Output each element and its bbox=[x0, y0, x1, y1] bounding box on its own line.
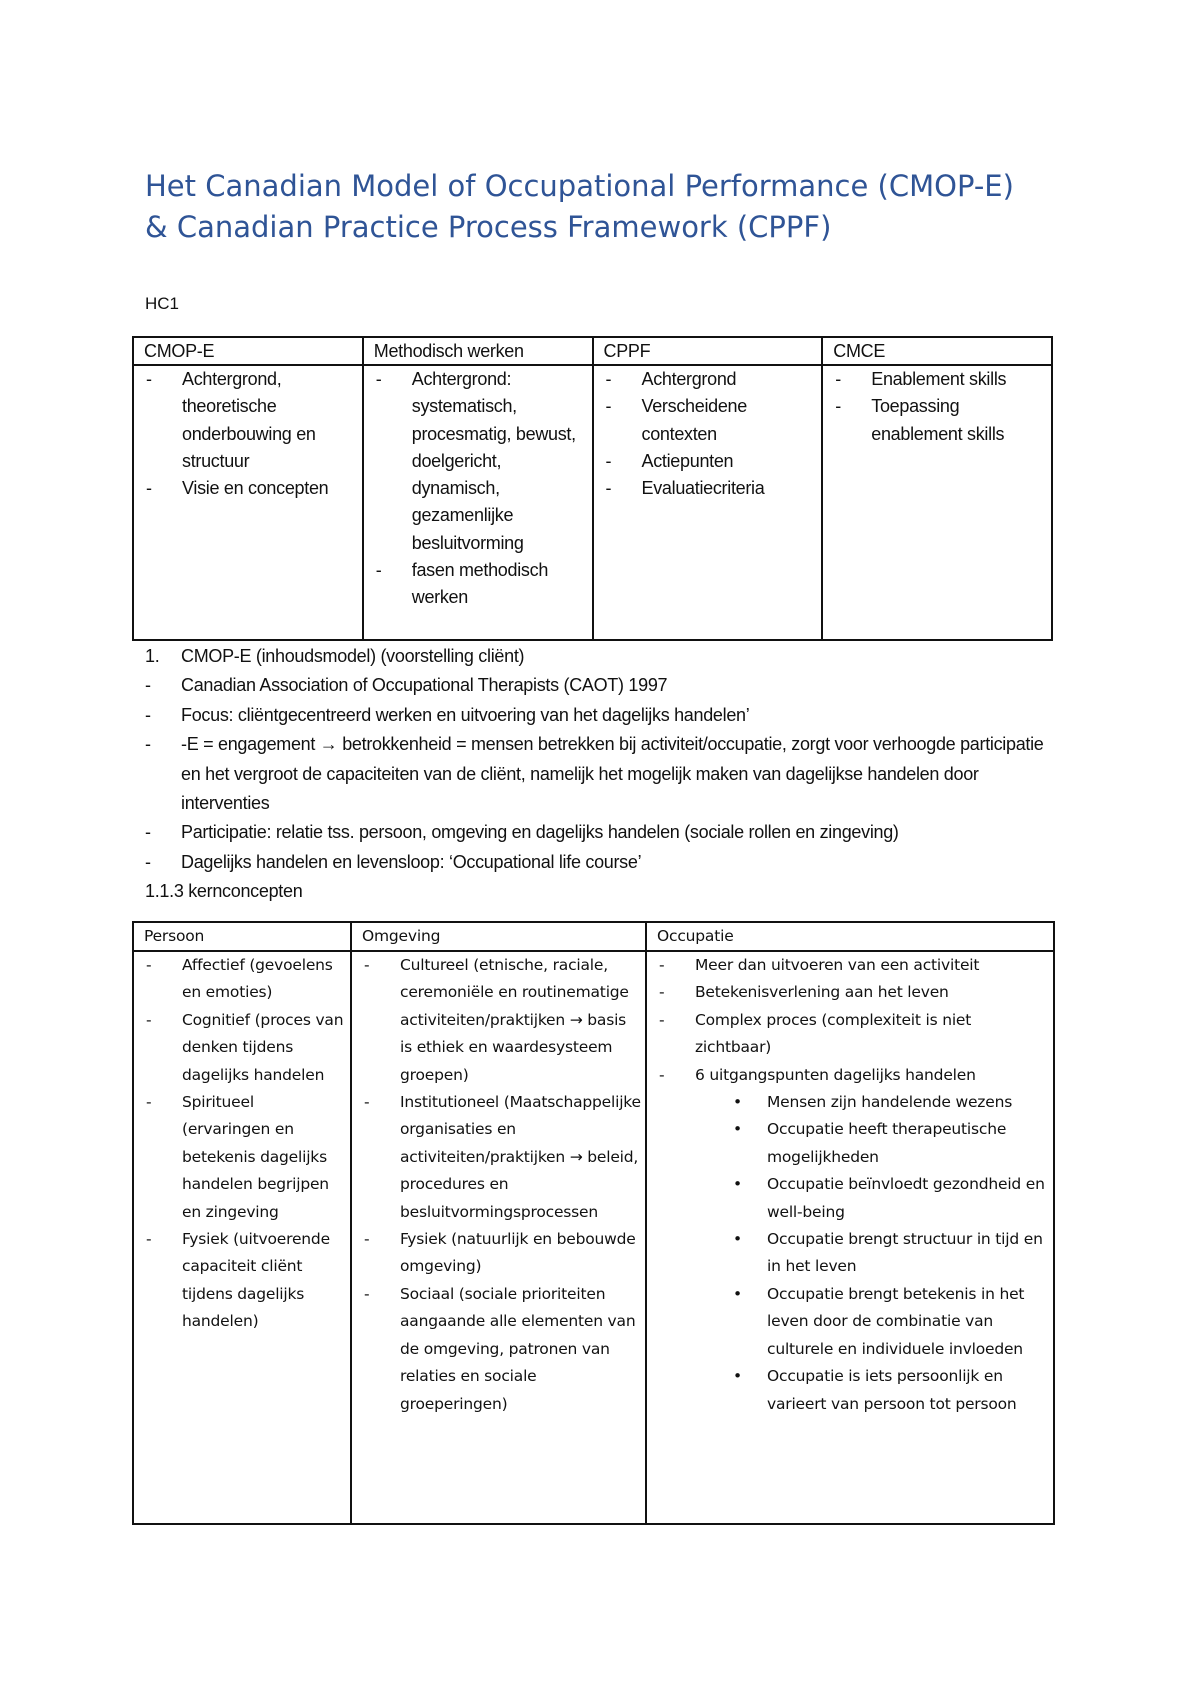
list-item: - Fysiek (uitvoerende capaciteit cliënt tijdens dagelijks handelen) bbox=[146, 1226, 346, 1336]
cell-cppf bbox=[593, 365, 823, 640]
cell-omgeving bbox=[351, 951, 646, 1524]
list-item: - Actiepunten bbox=[606, 448, 818, 475]
numbered-heading bbox=[145, 642, 1045, 671]
list-item: - Enablement skills bbox=[835, 366, 1047, 393]
list-item: - 6 uitgangspunten dagelijks handelen bbox=[659, 1062, 1049, 1089]
list-item: - Achtergrond: systematisch, procesmatig, bewust, doelgericht, dynamisch, gezamenlijke besluitvorming bbox=[376, 366, 588, 557]
list-item: - Cultureel (etnische, raciale, ceremoniële en routinematige activiteiten/praktijken → basis is ethiek en waardesysteem groepen) bbox=[364, 952, 641, 1089]
list-item: - Visie en concepten bbox=[146, 475, 358, 502]
table-row bbox=[133, 951, 1054, 1524]
header-methodisch-werken: Methodisch werken bbox=[363, 337, 593, 365]
cell-persoon bbox=[133, 951, 351, 1524]
table-header-row bbox=[133, 337, 1052, 365]
bullet-item: • Occupatie brengt structuur in tijd en in het leven bbox=[731, 1226, 1049, 1281]
header-cmce: CMCE bbox=[822, 337, 1052, 365]
list-item: - fasen methodisch werken bbox=[376, 557, 588, 612]
overview-table bbox=[132, 336, 1053, 641]
list-item: - Participatie: relatie tss. persoon, omgeving en dagelijks handelen (sociale rollen en zingeving) bbox=[145, 818, 1045, 847]
list-item: - Evaluatiecriteria bbox=[606, 475, 818, 502]
list-item: - Focus: cliëntgecentreerd werken en uitvoering van het dagelijks handelen’ bbox=[145, 701, 1045, 730]
list-item: - Affectief (gevoelens en emoties) bbox=[146, 952, 346, 1007]
list-number: 1. bbox=[145, 646, 160, 666]
kernconcepten-table bbox=[132, 921, 1055, 1525]
list-item: - Complex proces (complexiteit is niet zichtbaar) bbox=[659, 1007, 1049, 1062]
bullet-item: • Occupatie brengt betekenis in het leven door de combinatie van culturele en individuele invloeden bbox=[731, 1281, 1049, 1363]
list-item: - Meer dan uitvoeren van een activiteit bbox=[659, 952, 1049, 979]
list-item: - Achtergrond, theoretische onderbouwing en structuur bbox=[146, 366, 358, 475]
document-title: Het Canadian Model of Occupational Performance (CMOP-E) & Canadian Practice Process Framework (CPPF) bbox=[145, 169, 1014, 244]
body-text bbox=[145, 642, 1045, 907]
uitgangspunten-list bbox=[731, 1089, 1049, 1418]
lecture-label: HC1 bbox=[145, 294, 180, 313]
bullet-item: • Occupatie heeft therapeutische mogelijkheden bbox=[731, 1116, 1049, 1171]
list-item: - -E = engagement → betrokkenheid = mensen betrekken bij activiteit/occupatie, zorgt voor verhoogde participatie en het vergroot de capaciteiten van de cliënt, namelijk het mogelijk maken van dagelijkse handelen door interventies bbox=[145, 730, 1045, 818]
header-omgeving: Omgeving bbox=[351, 922, 646, 951]
list-item: - Sociaal (sociale prioriteiten aangaande alle elementen van de omgeving, patronen van relaties en sociale groeperingen) bbox=[364, 1281, 641, 1418]
table-row bbox=[133, 365, 1052, 640]
list-item: - Toepassing enablement skills bbox=[835, 393, 1047, 448]
cell-occupatie bbox=[646, 951, 1054, 1524]
section-heading: 1.1.3 kernconcepten bbox=[145, 881, 303, 902]
table-header-row bbox=[133, 922, 1054, 951]
list-item: - Spiritueel (ervaringen en betekenis dagelijks handelen begrijpen en zingeving bbox=[146, 1089, 346, 1226]
header-cppf: CPPF bbox=[593, 337, 823, 365]
cell-methodisch-werken bbox=[363, 365, 593, 640]
bullet-item: • Occupatie beïnvloedt gezondheid en well-being bbox=[731, 1171, 1049, 1226]
list-item: - Verscheidene contexten bbox=[606, 393, 818, 448]
bullet-item: • Mensen zijn handelende wezens bbox=[731, 1089, 1049, 1116]
header-occupatie: Occupatie bbox=[646, 922, 1054, 951]
list-item: - Betekenisverlening aan het leven bbox=[659, 979, 1049, 1006]
header-persoon: Persoon bbox=[133, 922, 351, 951]
list-item: - Cognitief (proces van denken tijdens dagelijks handelen bbox=[146, 1007, 346, 1089]
list-item: - Achtergrond bbox=[606, 366, 818, 393]
header-cmop-e: CMOP-E bbox=[133, 337, 363, 365]
bullet-item: • Occupatie is iets persoonlijk en varieert van persoon tot persoon bbox=[731, 1363, 1049, 1418]
list-item: - Fysiek (natuurlijk en bebouwde omgeving) bbox=[364, 1226, 641, 1281]
heading-text: CMOP-E (inhoudsmodel) (voorstelling cliënt) bbox=[181, 646, 525, 666]
cell-cmop-e bbox=[133, 365, 363, 640]
cell-cmce bbox=[822, 365, 1052, 640]
list-item: - Dagelijks handelen en levensloop: ‘Occupational life course’ bbox=[145, 848, 1045, 877]
list-item: - Institutioneel (Maatschappelijke organisaties en activiteiten/praktijken → beleid, procedures en besluitvormingsprocessen bbox=[364, 1089, 641, 1226]
list-item: - Canadian Association of Occupational Therapists (CAOT) 1997 bbox=[145, 671, 1045, 700]
